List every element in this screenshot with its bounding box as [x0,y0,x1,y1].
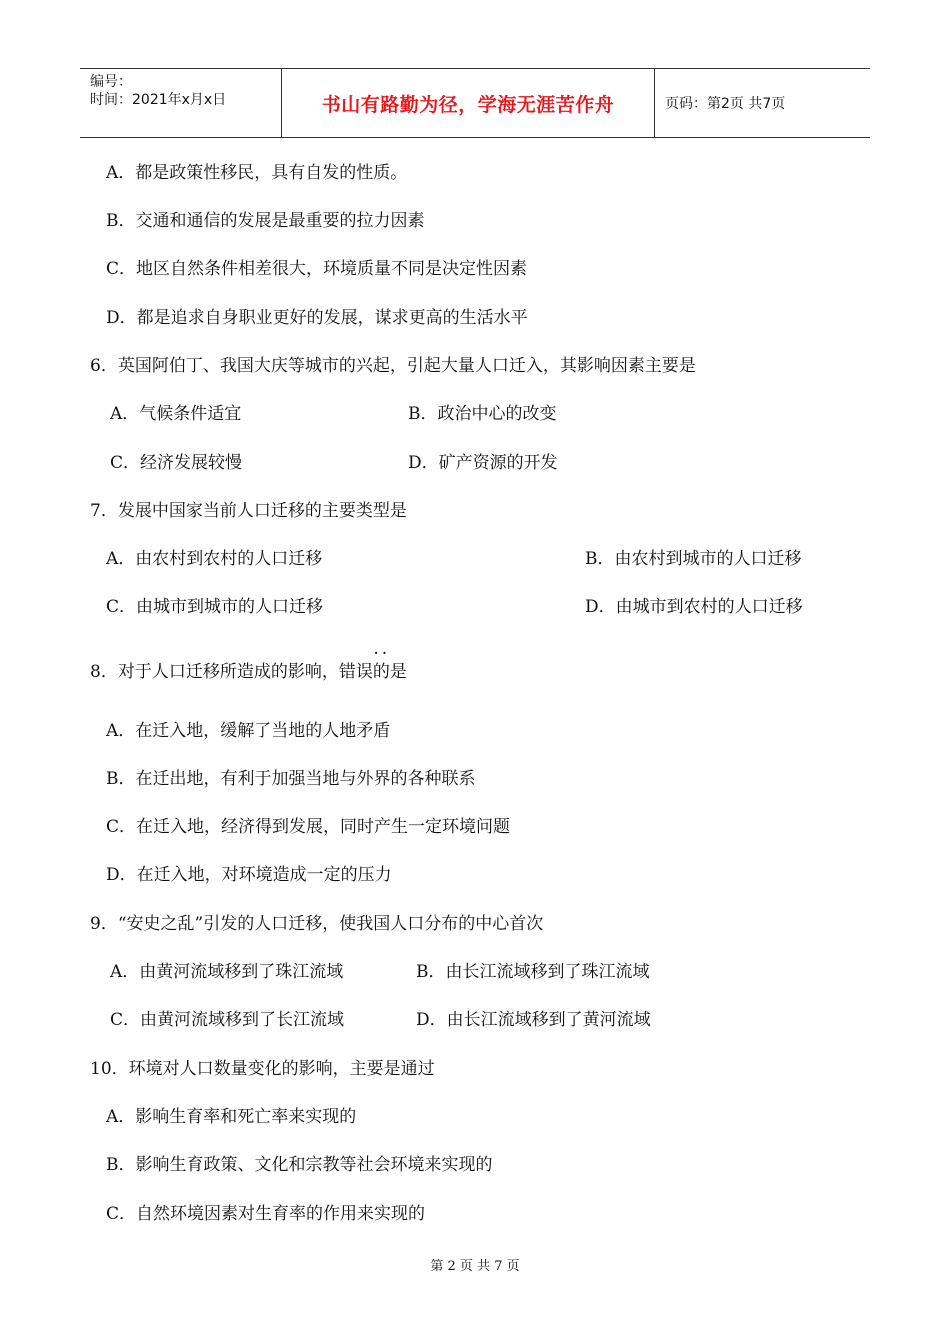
q6-option-d: D．矿产资源的开发 [408,453,558,473]
q10-option-a: A．影响生育率和死亡率来实现的 [106,1107,357,1127]
q7-option-b: B．由农村到城市的人口迁移 [585,549,802,569]
q8-option-b: B．在迁出地，有利于加强当地与外界的各种联系 [106,769,476,789]
q6-option-a: A．气候条件适宜 [110,404,242,424]
question-8: 8．对于人口迁移所造成的影响，错误的是 [90,662,407,682]
page-footer: 第 2 页 共 7 页 [430,1259,520,1274]
question-9: 9．“安史之乱”引发的人口迁移，使我国人口分布的中心首次 [90,914,544,934]
q5-option-a: A．都是政策性移民，具有自发的性质。 [106,163,408,183]
q8-option-d: D．在迁入地，对环境造成一定的压力 [106,865,392,885]
q5-option-d: D．都是追求自身职业更好的发展，谋求更高的生活水平 [106,308,528,328]
serial-label: 编号： [90,74,132,90]
q5-option-c: C．地区自然条件相差很大，环境质量不同是决定性因素 [106,259,528,279]
q6-option-b: B．政治中心的改变 [408,404,557,424]
q7-option-c: C．由城市到城市的人口迁移 [106,597,324,617]
q9-option-d: D．由长江流域移到了黄河流域 [416,1010,651,1030]
q10-option-c: C．自然环境因素对生育率的作用来实现的 [106,1204,426,1224]
question-10: 10．环境对人口数量变化的影响，主要是通过 [90,1059,435,1079]
q7-option-a: A．由农村到农村的人口迁移 [106,549,323,569]
q8-option-c: C．在迁入地，经济得到发展，同时产生一定环境问题 [106,817,511,837]
q6-option-c: C．经济发展较慢 [110,453,243,473]
q9-option-c: C．由黄河流域移到了长江流域 [110,1010,345,1030]
q7-option-d: D．由城市到农村的人口迁移 [585,597,803,617]
page-info: 页码：第2页 共7页 [665,96,786,112]
page-header [80,68,870,138]
question-7: 7．发展中国家当前人口迁移的主要类型是 [90,501,407,521]
q8-option-a: A．在迁入地，缓解了当地的人地矛盾 [106,721,391,741]
motto: 书山有路勤为径，学海无涯苦作舟 [281,69,655,137]
emphasis-dots: · · [374,646,387,660]
q9-option-b: B．由长江流域移到了珠江流域 [416,962,650,982]
header-meta [80,69,281,137]
q5-option-b: B．交通和通信的发展是最重要的拉力因素 [106,211,425,231]
date-line: 时间：2021年x月x日 [90,92,227,108]
question-6: 6．英国阿伯丁、我国大庆等城市的兴起，引起大量人口迁入，其影响因素主要是 [90,356,696,376]
q10-option-b: B．影响生育政策、文化和宗教等社会环境来实现的 [106,1155,493,1175]
q9-option-a: A．由黄河流域移到了珠江流域 [110,962,344,982]
